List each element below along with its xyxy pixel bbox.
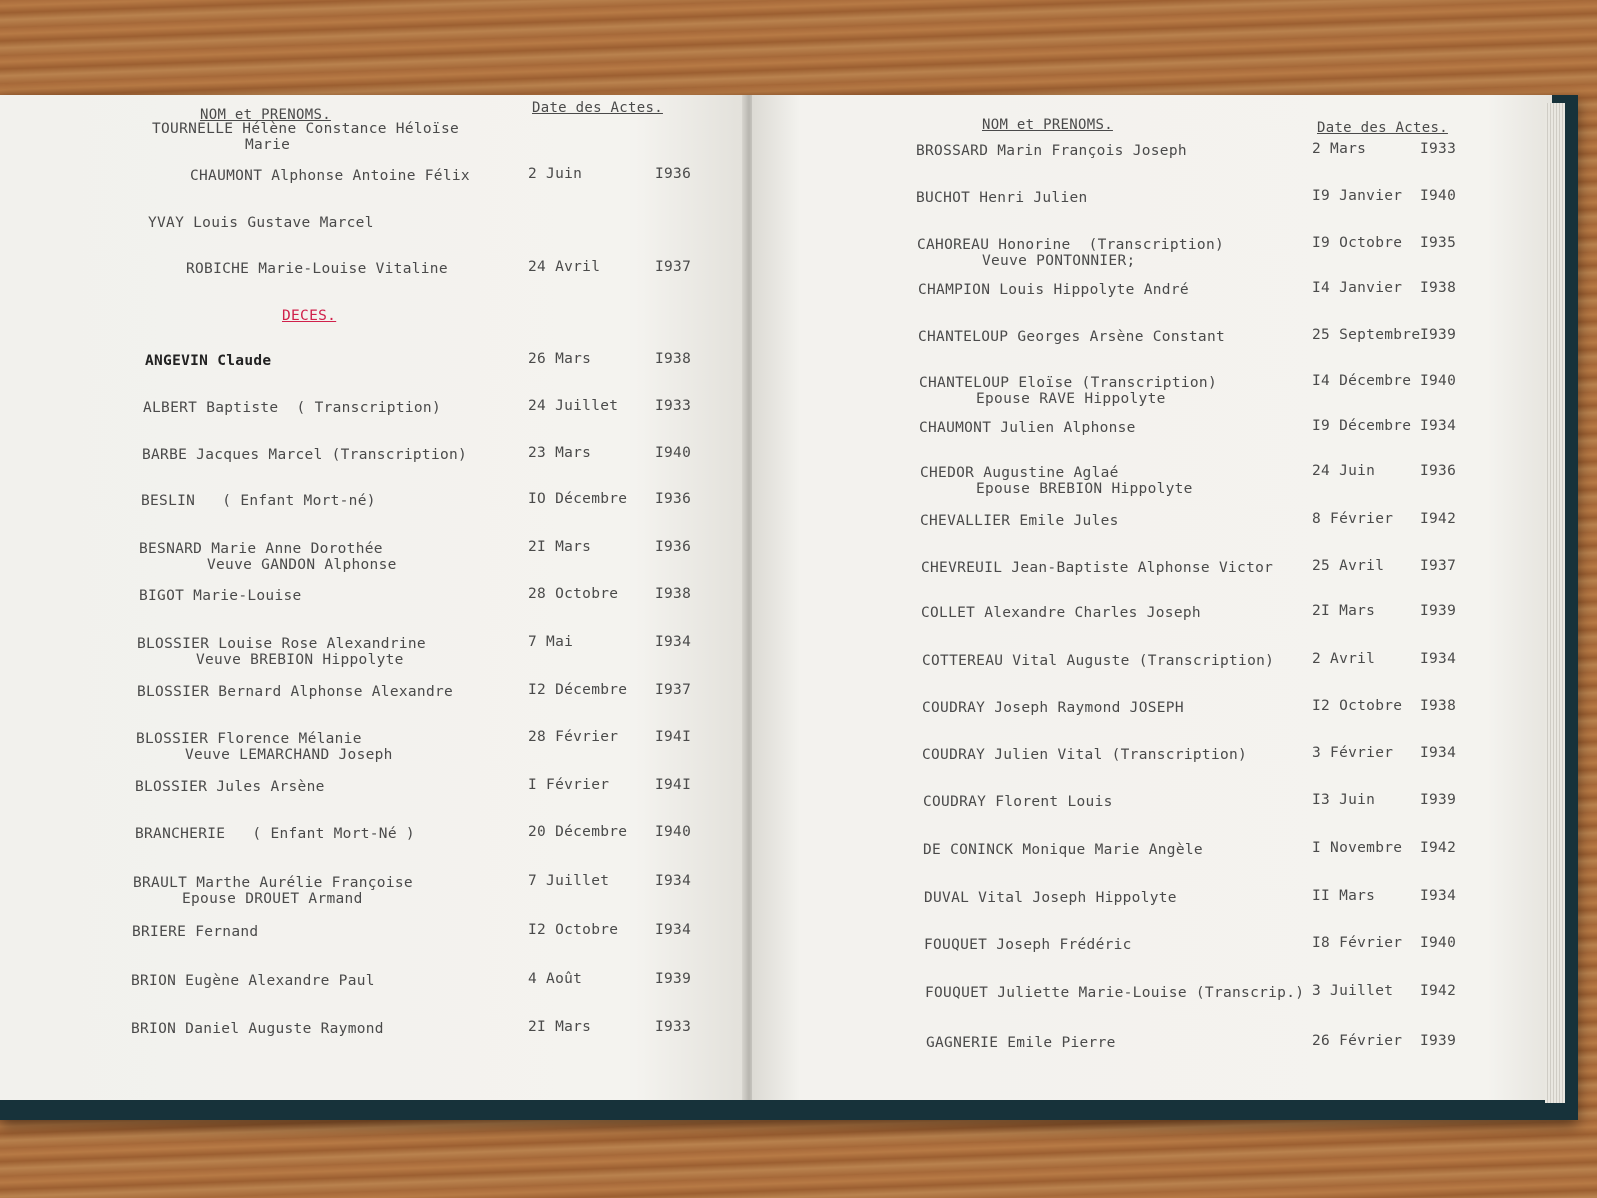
entry-year: I940: [655, 824, 692, 840]
entry-year: I942: [1420, 511, 1457, 527]
left-page: [0, 95, 748, 1100]
entry-name: CHEVALLIER Emile Jules: [920, 513, 1119, 529]
entry-name: BRIERE Fernand: [132, 924, 259, 940]
entry-date: I Février: [528, 777, 610, 793]
entry-date: 2 Juin: [528, 166, 583, 182]
entry-date: 4 Août: [528, 971, 583, 987]
entry-date: 2 Avril: [1312, 651, 1376, 667]
right-header-date: Date des Actes.: [1317, 120, 1448, 136]
entry-year: I94I: [655, 777, 692, 793]
entry-name: ANGEVIN Claude: [145, 353, 272, 369]
entry-year: I937: [1420, 558, 1457, 574]
entry-date: 7 Juillet: [528, 873, 610, 889]
entry-year: I94I: [655, 729, 692, 745]
entry-name: CHEVREUIL Jean-Baptiste Alphonse Victor: [921, 560, 1274, 576]
entry-date: 2I Mars: [528, 539, 592, 555]
entry-year: I933: [1420, 141, 1457, 157]
entry-date: I3 Juin: [1312, 792, 1376, 808]
entry-date: 26 Février: [1312, 1033, 1403, 1049]
entry-date: 20 Décembre: [528, 824, 628, 840]
entry-name: COLLET Alexandre Charles Joseph: [921, 605, 1201, 621]
entry-year: I934: [655, 634, 692, 650]
entry-name: BESLIN ( Enfant Mort-né): [141, 493, 376, 509]
entry-spouse-line: Veuve LEMARCHAND Joseph: [185, 747, 393, 763]
entry-date: 28 Octobre: [528, 586, 619, 602]
entry-year: I940: [1420, 188, 1457, 204]
entry-date: I2 Décembre: [528, 682, 628, 698]
section-deces-title: DECES.: [282, 308, 337, 324]
entry-year: I938: [1420, 698, 1457, 714]
entry-name: CHAUMONT Julien Alphonse: [919, 420, 1136, 436]
entry-name: BLOSSIER Jules Arsène: [135, 779, 325, 795]
entry-date: 28 Février: [528, 729, 619, 745]
entry-name: CAHOREAU Honorine (Transcription): [917, 237, 1225, 253]
entry-spouse-line: Veuve BREBION Hippolyte: [196, 652, 404, 668]
entry-name: CHAUMONT Alphonse Antoine Félix: [190, 168, 470, 184]
entry-year: I938: [655, 586, 692, 602]
entry-year: I936: [655, 539, 692, 555]
entry-name: CHANTELOUP Georges Arsène Constant: [918, 329, 1226, 345]
right-header-name: NOM et PRENOMS.: [982, 117, 1113, 133]
entry-name: BIGOT Marie-Louise: [139, 588, 302, 604]
entry-name: BRANCHERIE ( Enfant Mort-Né ): [135, 826, 415, 842]
entry-date: II Mars: [1312, 888, 1376, 904]
entry-date: I8 Février: [1312, 935, 1403, 951]
entry-date: 3 Février: [1312, 745, 1394, 761]
entry-date: 24 Juin: [1312, 463, 1376, 479]
entry-year: I934: [655, 922, 692, 938]
entry-name: BRION Eugène Alexandre Paul: [131, 973, 375, 989]
left-header-date: Date des Actes.: [532, 100, 663, 116]
entry-date: 3 Juillet: [1312, 983, 1394, 999]
entry-name: ROBICHE Marie-Louise Vitaline: [186, 261, 448, 277]
entry-year: I938: [655, 351, 692, 367]
entry-year: I936: [655, 491, 692, 507]
entry-year: I937: [655, 259, 692, 275]
page-edges: [1545, 103, 1565, 1103]
entry-date: I2 Octobre: [1312, 698, 1403, 714]
entry-name: BESNARD Marie Anne Dorothée: [139, 541, 383, 557]
entry-year: I934: [1420, 888, 1457, 904]
entry-year: I934: [1420, 418, 1457, 434]
entry-year: I936: [1420, 463, 1457, 479]
entry-year: I939: [1420, 603, 1457, 619]
entry-year: I939: [1420, 792, 1457, 808]
entry-date: I9 Janvier: [1312, 188, 1403, 204]
entry-year: I938: [1420, 280, 1457, 296]
entry-spouse-line: Marie: [245, 137, 291, 153]
entry-date: 2 Mars: [1312, 141, 1367, 157]
entry-spouse-line: Veuve PONTONNIER;: [982, 253, 1136, 269]
entry-date: 7 Mai: [528, 634, 574, 650]
register-book: [0, 95, 1578, 1120]
entry-year: I937: [655, 682, 692, 698]
entry-date: 25 Septembre: [1312, 327, 1421, 343]
entry-name: BROSSARD Marin François Joseph: [916, 143, 1187, 159]
entry-name: CHANTELOUP Eloïse (Transcription): [919, 375, 1217, 391]
entry-year: I942: [1420, 983, 1457, 999]
entry-name: BLOSSIER Bernard Alphonse Alexandre: [137, 684, 454, 700]
entry-name: FOUQUET Juliette Marie-Louise (Transcrip.): [925, 985, 1305, 1001]
entry-name: ALBERT Baptiste ( Transcription): [143, 400, 441, 416]
entry-year: I940: [1420, 935, 1457, 951]
entry-year: I935: [1420, 235, 1457, 251]
entry-year: I939: [655, 971, 692, 987]
right-page: [752, 95, 1552, 1100]
entry-date: 24 Juillet: [528, 398, 619, 414]
entry-spouse-line: Epouse RAVE Hippolyte: [976, 391, 1166, 407]
entry-date: 2I Mars: [1312, 603, 1376, 619]
entry-name: FOUQUET Joseph Frédéric: [924, 937, 1132, 953]
entry-date: 23 Mars: [528, 445, 592, 461]
entry-year: I940: [1420, 373, 1457, 389]
entry-name: BRAULT Marthe Aurélie Françoise: [133, 875, 413, 891]
entry-name: BRION Daniel Auguste Raymond: [131, 1021, 384, 1037]
entry-spouse-line: Epouse BREBION Hippolyte: [976, 481, 1193, 497]
entry-date: 24 Avril: [528, 259, 601, 275]
entry-name: TOURNELLE Hélène Constance Héloïse: [152, 121, 460, 137]
entry-date: 26 Mars: [528, 351, 592, 367]
left-header-name: NOM et PRENOMS.: [200, 107, 331, 123]
entry-name: CHEDOR Augustine Aglaé: [920, 465, 1119, 481]
entry-spouse-line: Epouse DROUET Armand: [182, 891, 363, 907]
entry-year: I934: [655, 873, 692, 889]
entry-name: BLOSSIER Florence Mélanie: [136, 731, 362, 747]
entry-spouse-line: Veuve GANDON Alphonse: [207, 557, 397, 573]
entry-year: I939: [1420, 1033, 1457, 1049]
entry-name: COUDRAY Julien Vital (Transcription): [922, 747, 1248, 763]
entry-name: COTTEREAU Vital Auguste (Transcription): [922, 653, 1275, 669]
entry-name: YVAY Louis Gustave Marcel: [148, 215, 374, 231]
entry-year: I933: [655, 398, 692, 414]
entry-year: I933: [655, 1019, 692, 1035]
entry-year: I939: [1420, 327, 1457, 343]
entry-date: 2I Mars: [528, 1019, 592, 1035]
entry-date: I4 Décembre: [1312, 373, 1412, 389]
entry-year: I934: [1420, 651, 1457, 667]
entry-name: DUVAL Vital Joseph Hippolyte: [924, 890, 1177, 906]
entry-date: I Novembre: [1312, 840, 1403, 856]
entry-name: BARBE Jacques Marcel (Transcription): [142, 447, 468, 463]
entry-date: 25 Avril: [1312, 558, 1385, 574]
entry-name: COUDRAY Joseph Raymond JOSEPH: [922, 700, 1184, 716]
entry-name: GAGNERIE Emile Pierre: [926, 1035, 1116, 1051]
entry-year: I934: [1420, 745, 1457, 761]
entry-date: I9 Octobre: [1312, 235, 1403, 251]
entry-year: I940: [655, 445, 692, 461]
entry-date: 8 Février: [1312, 511, 1394, 527]
entry-year: I936: [655, 166, 692, 182]
entry-name: DE CONINCK Monique Marie Angèle: [923, 842, 1203, 858]
entry-date: I9 Décembre: [1312, 418, 1412, 434]
entry-name: CHAMPION Louis Hippolyte André: [918, 282, 1189, 298]
entry-date: IO Décembre: [528, 491, 628, 507]
entry-date: I4 Janvier: [1312, 280, 1403, 296]
entry-name: BUCHOT Henri Julien: [916, 190, 1088, 206]
entry-name: BLOSSIER Louise Rose Alexandrine: [137, 636, 426, 652]
entry-name: COUDRAY Florent Louis: [923, 794, 1113, 810]
entry-date: I2 Octobre: [528, 922, 619, 938]
entry-year: I942: [1420, 840, 1457, 856]
